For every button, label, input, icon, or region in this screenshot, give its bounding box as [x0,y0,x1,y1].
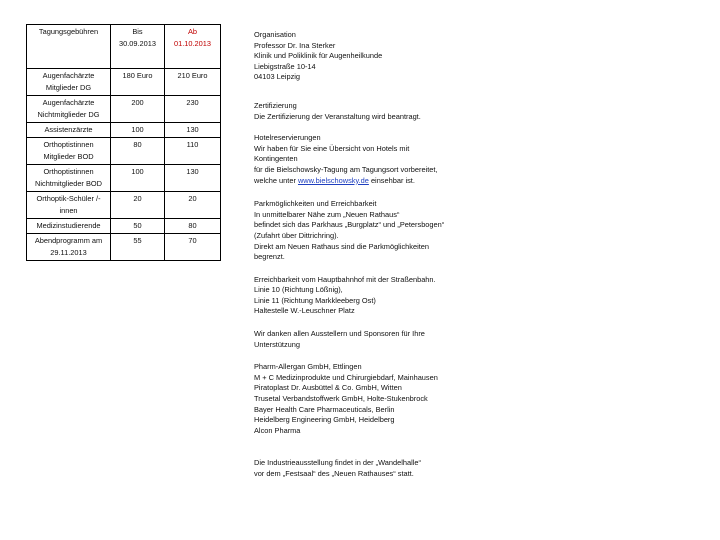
table-row [27,165,221,192]
dank-line: Wir danken allen Ausstellern und Sponsoren für Ihre [254,329,425,339]
zertifizierung-heading: Zertifizierung [254,100,297,110]
row-value-from: 210 Euro [165,69,221,96]
row-value-from: 20 [165,192,221,219]
row-label: Medizinstudierende [27,219,111,234]
hotel-heading: Hotelreservierungen [254,133,321,143]
table-row [27,123,221,138]
industrie-line: vor dem „Festsaal“ des „Neuen Rathauses“ statt. [254,469,414,478]
row-value-from: 70 [165,234,221,261]
row-label: Orthoptistinnen Nichtmitglieder BOD [27,165,111,192]
parken-heading: Parkmöglichkeiten und Erreichbarkeit [254,199,377,209]
organisation-line: Professor Dr. Ina Sterker [254,40,336,50]
fee-table-header-row [27,25,221,69]
organisation-line: Liebigstraße 10-14 [254,61,316,71]
table-row [27,234,221,261]
table-row [27,96,221,123]
erreichbarkeit-block [254,275,484,317]
row-label: Orthoptik-Schüler /- innen [27,192,111,219]
info-column [254,30,484,490]
row-value-until: 80 [111,138,165,165]
organisation-line: Klinik und Poliklinik für Augenheilkunde [254,51,383,61]
row-label: Augenfachärzte Mitglieder DG [27,69,111,96]
row-value-until: 55 [111,234,165,261]
parken-line: begrenzt. [254,252,285,262]
parken-block [254,199,484,263]
zertifizierung-text: Die Zertifizierung der Veranstaltung wird beantragt. [254,111,421,121]
table-row [27,219,221,234]
row-label: Abendprogramm am 29.11.2013 [27,234,111,261]
erreichbarkeit-heading: Erreichbarkeit vom Hauptbahnhof mit der Straßenbahn. [254,274,436,284]
row-value-until: 200 [111,96,165,123]
organisation-line: 04103 Leipzig [254,72,301,82]
sponsor-item: Bayer Health Care Pharmaceuticals, Berlin [254,404,395,414]
row-value-until: 100 [111,165,165,192]
sponsor-item: Alcon Pharma [254,425,301,435]
hotel-line: für die Bielschowsky-Tagung am Tagungsort vorbereitet, [254,164,438,174]
header-col-from: Ab 01.10.2013 [165,25,221,69]
zertifizierung-block [254,101,484,122]
row-value-until: 180 Euro [111,69,165,96]
hotel-block [254,133,484,186]
hotel-website-link[interactable]: www.bielschowsky.de [297,175,369,185]
row-value-from: 230 [165,96,221,123]
table-row [27,138,221,165]
sponsor-item: Trusetal Verbandstoffwerk GmbH, Holte-Stukenbrock [254,394,428,404]
parken-line: In unmittelbarer Nähe zum „Neuen Rathaus“ [254,209,400,219]
row-value-until: 50 [111,219,165,234]
industrie-block [254,458,484,479]
hotel-line: Kontingenten [254,154,298,164]
sponsoren-block [254,362,484,436]
industrie-line: Die Industrieausstellung findet in der „Wandelhalle“ [254,458,421,468]
sponsor-item: Heidelberg Engineering GmbH, Heidelberg [254,415,395,425]
sponsor-item: Piratoplast Dr. Ausbüttel & Co. GmbH, Witten [254,383,402,393]
row-label: Orthoptistinnen Mitglieder BOD [27,138,111,165]
row-value-from: 130 [165,123,221,138]
row-value-until: 20 [111,192,165,219]
row-value-from: 110 [165,138,221,165]
parken-line: (Zufahrt über Dittrichring). [254,230,339,240]
row-label: Augenfachärzte Nichtmitglieder DG [27,96,111,123]
organisation-block [254,30,484,83]
erreichbarkeit-line: Haltestelle W.-Leuschner Platz [254,306,355,316]
erreichbarkeit-line: Linie 11 (Richtung Markkleeberg Ost) [254,295,376,305]
parken-line: befindet sich das Parkhaus „Burgplatz“ und „Petersbogen“ [254,220,445,230]
sponsor-item: M + C Medizinprodukte und Chirurgiebdarf, Mainhausen [254,372,438,382]
header-col-until: Bis 30.09.2013 [111,25,165,69]
hotel-line-with-link: welche unter www.bielschowsky.de einsehbar ist. [254,175,415,185]
row-value-until: 100 [111,123,165,138]
fee-table [26,24,221,261]
header-label: Tagungsgebühren [27,25,111,69]
row-label: Assistenzärzte [27,123,111,138]
row-value-from: 130 [165,165,221,192]
dank-line: Unterstützung [254,339,301,349]
erreichbarkeit-line: Linie 10 (Richtung Lößnig), [254,285,343,295]
dank-block [254,329,484,350]
parken-line: Direkt am Neuen Rathaus sind die Parkmöglichkeiten [254,241,429,251]
organisation-heading: Organisation [254,30,296,39]
sponsor-item: Pharm-Allergan GmbH, Ettlingen [254,362,362,372]
row-value-from: 80 [165,219,221,234]
table-row [27,192,221,219]
hotel-line: Wir haben für Sie eine Übersicht von Hotels mit [254,143,410,153]
table-row [27,69,221,96]
